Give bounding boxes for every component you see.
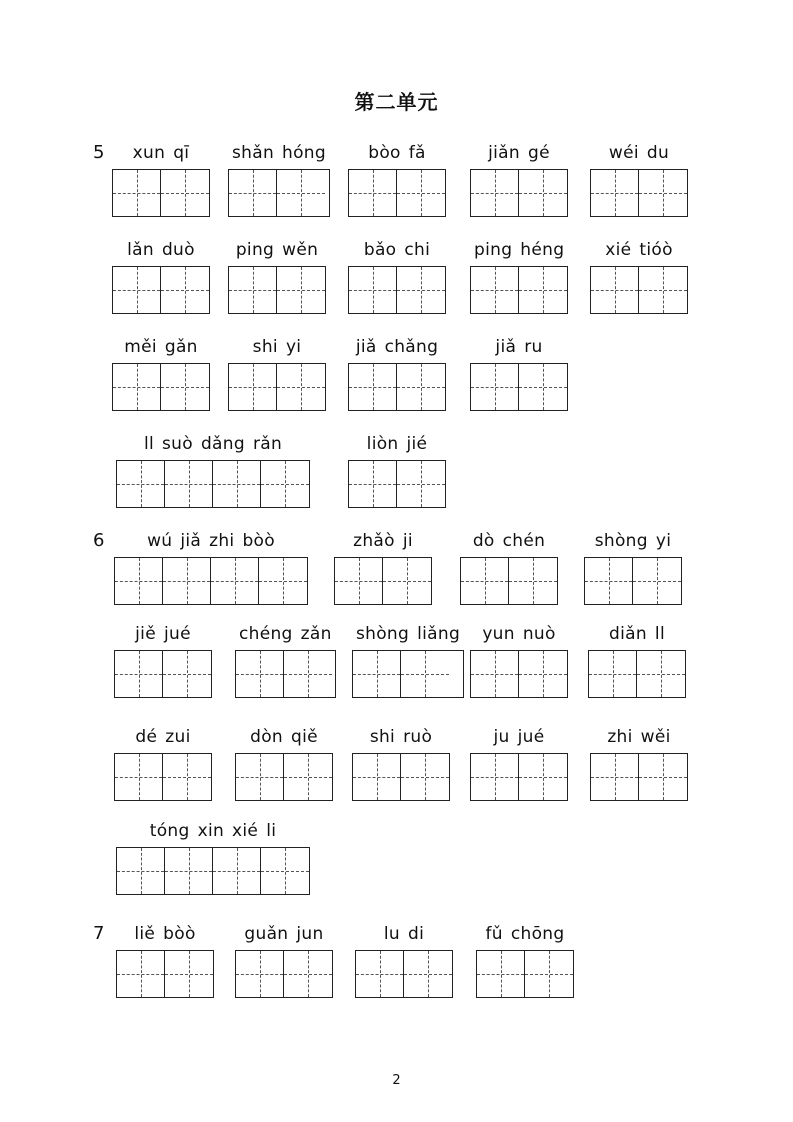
pinyin-syllable: fǎ	[408, 143, 426, 163]
tian-zi-cell[interactable]	[519, 364, 567, 410]
pinyin-label	[584, 530, 682, 552]
tian-zi-cell[interactable]	[284, 651, 332, 697]
tian-zi-cell[interactable]	[349, 170, 397, 216]
pinyin-syllable: liǎng	[417, 624, 461, 644]
pinyin-syllable: chéng	[239, 624, 293, 644]
pinyin-label	[116, 433, 310, 455]
pinyin-syllable: jié	[406, 434, 428, 454]
tian-zi-cell[interactable]	[591, 170, 639, 216]
writing-grid	[114, 557, 308, 605]
writing-grid	[114, 753, 212, 801]
pinyin-label	[114, 623, 212, 645]
word-item	[112, 239, 210, 314]
pinyin-syllable: bòò	[163, 924, 196, 944]
writing-grid	[470, 650, 568, 698]
writing-grid	[334, 557, 432, 605]
pinyin-syllable: chǎng	[384, 337, 439, 357]
writing-grid	[348, 266, 446, 314]
tian-zi-cell[interactable]	[477, 951, 525, 997]
page-title: 第二单元	[354, 90, 439, 114]
pinyin-label	[590, 239, 688, 261]
tian-zi-cell[interactable]	[236, 754, 284, 800]
pinyin-syllable: yi	[285, 337, 302, 357]
writing-grid	[588, 650, 686, 698]
tian-zi-cell[interactable]	[591, 754, 639, 800]
tian-zi-cell[interactable]	[163, 651, 211, 697]
tian-zi-cell[interactable]	[589, 651, 637, 697]
tian-zi-cell[interactable]	[113, 364, 161, 410]
word-item	[114, 530, 308, 605]
tian-zi-cell[interactable]	[349, 267, 397, 313]
pinyin-label	[114, 530, 308, 552]
pinyin-label	[470, 623, 568, 645]
tian-zi-cell[interactable]	[163, 754, 211, 800]
word-item	[228, 336, 326, 411]
pinyin-syllable: dé	[135, 727, 158, 747]
pinyin-label	[228, 239, 326, 261]
pinyin-syllable: jiǎ	[180, 531, 202, 551]
tian-zi-cell[interactable]	[519, 267, 567, 313]
pinyin-syllable: ru	[524, 337, 543, 357]
pinyin-syllable: chén	[502, 531, 546, 551]
pinyin-syllable: di	[407, 924, 425, 944]
pinyin-syllable: wéi	[608, 143, 639, 163]
tian-zi-cell[interactable]	[213, 848, 261, 894]
pinyin-syllable: bòò	[242, 531, 275, 551]
tian-zi-cell[interactable]	[213, 461, 261, 507]
word-item	[584, 530, 682, 605]
tian-zi-cell[interactable]	[165, 848, 213, 894]
pinyin-syllable: shǎn	[232, 143, 275, 163]
tian-zi-cell[interactable]	[115, 651, 163, 697]
pinyin-syllable: měi	[124, 337, 157, 357]
pinyin-syllable: jun	[296, 924, 324, 944]
pinyin-label	[348, 336, 446, 358]
tian-zi-cell[interactable]	[113, 170, 161, 216]
pinyin-syllable: guǎn	[244, 924, 289, 944]
word-item	[590, 239, 688, 314]
pinyin-syllable: rǎn	[252, 434, 283, 454]
pinyin-syllable: jué	[163, 624, 191, 644]
pinyin-syllable: lu	[383, 924, 400, 944]
pinyin-syllable: ping	[235, 240, 275, 260]
tian-zi-cell[interactable]	[471, 754, 519, 800]
tian-zi-cell[interactable]	[471, 170, 519, 216]
word-item	[470, 726, 568, 801]
tian-zi-cell[interactable]	[633, 558, 681, 604]
tian-zi-cell[interactable]	[163, 558, 211, 604]
word-item	[228, 142, 330, 217]
tian-zi-cell[interactable]	[471, 364, 519, 410]
pinyin-label	[334, 530, 432, 552]
writing-grid	[112, 266, 210, 314]
word-item	[112, 142, 210, 217]
pinyin-syllable: chi	[404, 240, 431, 260]
writing-grid	[470, 363, 568, 411]
pinyin-syllable: liòn	[366, 434, 399, 454]
word-item	[470, 142, 568, 217]
tian-zi-cell[interactable]	[259, 558, 307, 604]
tian-zi-cell[interactable]	[284, 951, 332, 997]
word-item	[348, 239, 446, 314]
writing-grid	[590, 753, 688, 801]
tian-zi-cell[interactable]	[277, 364, 325, 410]
writing-grid	[235, 650, 336, 698]
tian-zi-cell[interactable]	[236, 951, 284, 997]
worksheet-row	[0, 239, 793, 339]
worksheet-row	[0, 530, 793, 630]
tian-zi-cell[interactable]	[229, 267, 277, 313]
tian-zi-cell[interactable]	[461, 558, 509, 604]
tian-zi-cell[interactable]	[113, 267, 161, 313]
writing-grid	[228, 169, 330, 217]
tian-zi-cell[interactable]	[525, 951, 573, 997]
tian-zi-cell[interactable]	[637, 651, 685, 697]
word-item	[235, 923, 333, 998]
writing-grid	[348, 169, 446, 217]
pinyin-syllable: bǎo	[363, 240, 397, 260]
pinyin-syllable: fǔ	[485, 924, 503, 944]
pinyin-syllable: héng	[520, 240, 565, 260]
pinyin-syllable: gé	[527, 143, 550, 163]
word-item	[348, 142, 446, 217]
pinyin-label	[228, 336, 326, 358]
unit-number: 5	[93, 142, 105, 163]
word-item	[590, 142, 688, 217]
tian-zi-cell[interactable]	[401, 754, 449, 800]
writing-grid	[114, 650, 212, 698]
writing-grid	[352, 753, 450, 801]
pinyin-syllable: shòng	[356, 624, 410, 644]
worksheet-row	[0, 336, 793, 436]
word-item	[235, 623, 336, 698]
tian-zi-cell[interactable]	[639, 754, 687, 800]
tian-zi-cell[interactable]	[117, 461, 165, 507]
pinyin-syllable: jiǎ	[495, 337, 517, 357]
pinyin-label	[355, 923, 453, 945]
writing-grid	[116, 460, 310, 508]
writing-grid	[470, 266, 568, 314]
tian-zi-cell[interactable]	[397, 170, 445, 216]
pinyin-syllable: jiǎ	[355, 337, 377, 357]
tian-zi-cell[interactable]	[349, 364, 397, 410]
pinyin-syllable: dòn	[250, 727, 283, 747]
pinyin-label	[352, 623, 464, 645]
writing-grid	[590, 169, 688, 217]
word-item	[588, 623, 686, 698]
pinyin-syllable: zhi	[607, 727, 633, 747]
pinyin-syllable: yi	[655, 531, 672, 551]
pinyin-label	[235, 923, 333, 945]
word-item	[114, 623, 212, 698]
tian-zi-cell[interactable]	[519, 170, 567, 216]
tian-zi-cell[interactable]	[115, 754, 163, 800]
pinyin-syllable: lǎn	[127, 240, 154, 260]
pinyin-label	[470, 726, 568, 748]
pinyin-label	[588, 623, 686, 645]
tian-zi-cell[interactable]	[519, 651, 567, 697]
pinyin-syllable: wěi	[640, 727, 671, 747]
tian-zi-cell[interactable]	[284, 754, 332, 800]
tian-zi-cell[interactable]	[356, 951, 404, 997]
pinyin-label	[352, 726, 450, 748]
pinyin-label	[460, 530, 558, 552]
writing-grid	[584, 557, 682, 605]
pinyin-label	[470, 142, 568, 164]
pinyin-label	[470, 239, 568, 261]
tian-zi-cell[interactable]	[383, 558, 431, 604]
pinyin-syllable: duò	[161, 240, 195, 260]
tian-zi-cell[interactable]	[161, 267, 209, 313]
tian-zi-cell[interactable]	[277, 267, 325, 313]
writing-grid	[355, 950, 453, 998]
pinyin-syllable: xun	[132, 143, 166, 163]
tian-zi-cell[interactable]	[229, 364, 277, 410]
tian-zi-cell[interactable]	[261, 461, 309, 507]
writing-grid	[470, 753, 568, 801]
word-item	[355, 923, 453, 998]
tian-zi-cell[interactable]	[349, 461, 397, 507]
unit-number: 6	[93, 530, 105, 551]
pinyin-label	[590, 142, 688, 164]
word-item	[348, 433, 446, 508]
tian-zi-cell[interactable]	[353, 651, 401, 697]
pinyin-syllable: tóng	[149, 821, 190, 841]
pinyin-label	[476, 923, 574, 945]
tian-zi-cell[interactable]	[353, 754, 401, 800]
pinyin-label	[116, 820, 310, 842]
pinyin-syllable: yun	[482, 624, 515, 644]
writing-grid	[235, 753, 333, 801]
writing-grid	[460, 557, 558, 605]
pinyin-syllable: liě	[134, 924, 156, 944]
writing-grid	[116, 950, 214, 998]
tian-zi-cell[interactable]	[639, 170, 687, 216]
tian-zi-cell[interactable]	[117, 951, 165, 997]
pinyin-syllable: zui	[165, 727, 191, 747]
tian-zi-cell[interactable]	[397, 364, 445, 410]
writing-grid	[352, 650, 464, 698]
pinyin-syllable: suò	[162, 434, 193, 454]
pinyin-syllable: hóng	[282, 143, 326, 163]
writing-grid	[470, 169, 568, 217]
pinyin-syllable: diǎn	[609, 624, 647, 644]
writing-grid	[348, 460, 446, 508]
writing-grid	[348, 363, 446, 411]
pinyin-syllable: ping	[474, 240, 513, 260]
pinyin-syllable: li	[266, 821, 277, 841]
tian-zi-cell[interactable]	[236, 651, 284, 697]
tian-zi-cell[interactable]	[115, 558, 163, 604]
tian-zi-cell[interactable]	[229, 170, 277, 216]
pinyin-label	[112, 239, 210, 261]
writing-grid	[235, 950, 333, 998]
pinyin-label	[228, 142, 330, 164]
word-item	[235, 726, 333, 801]
writing-grid	[476, 950, 574, 998]
pinyin-syllable: du	[646, 143, 670, 163]
tian-zi-cell[interactable]	[591, 267, 639, 313]
tian-zi-cell[interactable]	[277, 170, 325, 216]
worksheet-row	[0, 923, 793, 1023]
pinyin-syllable: xié	[232, 821, 259, 841]
pinyin-syllable: zǎn	[300, 624, 332, 644]
pinyin-syllable: chōng	[510, 924, 565, 944]
pinyin-syllable: bòo	[368, 143, 401, 163]
pinyin-syllable: jué	[517, 727, 545, 747]
pinyin-label	[112, 336, 210, 358]
worksheet-row	[0, 623, 793, 723]
word-item	[460, 530, 558, 605]
pinyin-syllable: shi	[369, 727, 396, 747]
pinyin-label	[348, 142, 446, 164]
pinyin-syllable: gǎn	[164, 337, 198, 357]
unit-number: 7	[93, 923, 105, 944]
tian-zi-cell[interactable]	[471, 267, 519, 313]
word-item	[476, 923, 574, 998]
pinyin-syllable: jiǎn	[488, 143, 520, 163]
writing-grid	[112, 169, 210, 217]
pinyin-syllable: xié	[605, 240, 632, 260]
tian-zi-cell[interactable]	[509, 558, 557, 604]
pinyin-syllable: xin	[197, 821, 225, 841]
word-item	[228, 239, 326, 314]
pinyin-label	[590, 726, 688, 748]
page-number: 2	[392, 1073, 401, 1088]
pinyin-label	[348, 433, 446, 455]
pinyin-label	[235, 623, 336, 645]
tian-zi-cell[interactable]	[404, 951, 452, 997]
pinyin-label	[348, 239, 446, 261]
word-item	[116, 820, 310, 895]
tian-zi-cell[interactable]	[471, 651, 519, 697]
word-item	[590, 726, 688, 801]
writing-grid	[228, 266, 326, 314]
pinyin-syllable: zhi	[209, 531, 235, 551]
writing-grid	[116, 847, 310, 895]
tian-zi-cell[interactable]	[585, 558, 633, 604]
tian-zi-cell[interactable]	[261, 848, 309, 894]
pinyin-syllable: zhǎò	[353, 531, 395, 551]
pinyin-label	[235, 726, 333, 748]
tian-zi-cell[interactable]	[401, 651, 449, 697]
tian-zi-cell[interactable]	[211, 558, 259, 604]
word-item	[352, 623, 464, 698]
pinyin-syllable: shòng	[594, 531, 648, 551]
pinyin-syllable: wú	[147, 531, 173, 551]
pinyin-syllable: ji	[402, 531, 413, 551]
word-item	[348, 336, 446, 411]
tian-zi-cell[interactable]	[519, 754, 567, 800]
worksheet-row	[0, 820, 793, 920]
pinyin-syllable: tióò	[639, 240, 673, 260]
tian-zi-cell[interactable]	[397, 461, 445, 507]
pinyin-syllable: shi	[252, 337, 278, 357]
pinyin-label	[470, 336, 568, 358]
word-item	[352, 726, 450, 801]
pinyin-syllable: ruò	[403, 727, 433, 747]
worksheet-row	[0, 433, 793, 533]
writing-grid	[112, 363, 210, 411]
word-item	[470, 239, 568, 314]
word-item	[470, 623, 568, 698]
word-item	[112, 336, 210, 411]
pinyin-syllable: wěn	[282, 240, 319, 260]
word-item	[114, 726, 212, 801]
pinyin-syllable: nuò	[522, 624, 556, 644]
worksheet-row	[0, 142, 793, 242]
tian-zi-cell[interactable]	[165, 461, 213, 507]
pinyin-syllable: ll	[654, 624, 665, 644]
tian-zi-cell[interactable]	[161, 170, 209, 216]
pinyin-syllable: dǎng	[200, 434, 245, 454]
tian-zi-cell[interactable]	[117, 848, 165, 894]
pinyin-label	[114, 726, 212, 748]
word-item	[334, 530, 432, 605]
tian-zi-cell[interactable]	[335, 558, 383, 604]
pinyin-syllable: dò	[472, 531, 495, 551]
tian-zi-cell[interactable]	[161, 364, 209, 410]
tian-zi-cell[interactable]	[639, 267, 687, 313]
pinyin-syllable: qiě	[291, 727, 318, 747]
worksheet-row	[0, 726, 793, 826]
writing-grid	[590, 266, 688, 314]
pinyin-syllable: jiě	[135, 624, 156, 644]
pinyin-label	[112, 142, 210, 164]
tian-zi-cell[interactable]	[165, 951, 213, 997]
pinyin-syllable: qī	[173, 143, 190, 163]
word-item	[116, 433, 310, 508]
pinyin-syllable: ll	[143, 434, 155, 454]
word-item	[116, 923, 214, 998]
tian-zi-cell[interactable]	[397, 267, 445, 313]
writing-grid	[228, 363, 326, 411]
word-item	[470, 336, 568, 411]
pinyin-syllable: ju	[493, 727, 510, 747]
pinyin-label	[116, 923, 214, 945]
